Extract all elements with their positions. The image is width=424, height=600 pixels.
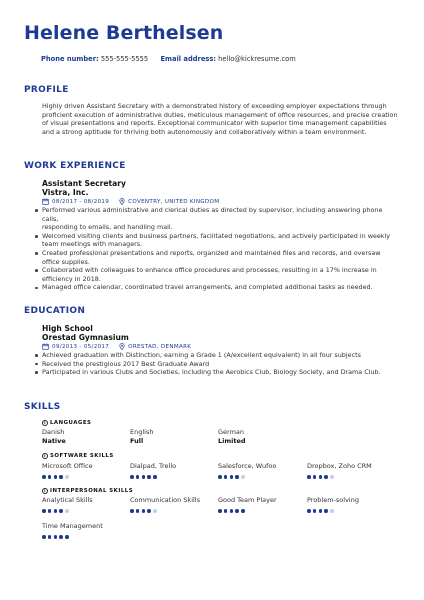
education-location: ORESTAD, DENMARK [128,343,192,350]
list-item: Received the prestigious 2017 Best Graduate Award [32,360,392,369]
rating-dot-filled [130,475,134,479]
rating-dot-filled [313,475,317,479]
rating-dot-filled [48,535,52,539]
profile-line: and a strong aptitude for thriving both autonomously and collaboratively within a team environment. [42,128,367,137]
work-bullets [32,206,392,292]
candidate-name: Helene Berthelsen [24,22,224,44]
rating-dot-filled [130,509,134,513]
list-item: Collaborated with colleagues to enhance office procedures and processes, resulting in a 17% increase in efficiency in 2018. [32,266,392,283]
rating-dot-filled [54,509,58,513]
language-name: German [218,428,245,436]
rating-dot-filled [65,535,69,539]
rating-dot-filled [307,509,311,513]
rating-dot-filled [48,509,52,513]
rating-dot-filled [136,509,140,513]
software-label: SOFTWARE SKILLS [50,453,114,459]
degree-title: High School [42,324,93,333]
rating-dot-filled [42,535,46,539]
interpersonal-skill-name: Communication Skills [130,496,200,504]
info-icon: i [42,488,48,494]
email-value: hello@kickresume.com [218,55,296,63]
list-item: Managed office calendar, coordinated travel arrangements, and completed additional tasks as needed. [32,283,392,292]
rating-dot-filled [42,475,46,479]
phone-value: 555-555-5555 [100,55,149,63]
language-name: English [130,428,154,436]
calendar-icon [42,198,49,205]
work-location: COVENTRY, UNITED KINGDOM [128,198,220,205]
rating-dot-filled [218,475,222,479]
education-heading: EDUCATION [24,306,86,316]
rating-dot-empty [330,475,334,479]
employer-name: Vistra, Inc. [42,188,89,197]
rating-dot-filled [224,475,228,479]
info-icon: i [42,420,48,426]
phone-label: Phone number: [41,55,99,63]
rating-dot-filled [230,475,234,479]
rating-dot-filled [324,509,328,513]
location-pin-icon [119,198,125,205]
rating-dot-filled [230,509,234,513]
rating-dot-filled [218,509,222,513]
rating-dot-filled [54,535,58,539]
language-level: Native [42,437,66,445]
rating-dot-filled [153,475,157,479]
work-meta [42,198,219,205]
rating-dot-filled [324,475,328,479]
interpersonal-label: INTERPERSONAL SKILLS [50,488,134,494]
rating-dot-filled [307,475,311,479]
job-title: Assistant Secretary [42,179,126,188]
education-bullets [32,351,392,377]
profile-line: proficient execution of administrative duties, meticulous management of office resources, and precise creation [42,110,398,119]
rating-dot-filled [59,535,63,539]
list-item: Created professional presentations and reports, organized and maintained files and records, and oversaw office supplies. [32,249,392,266]
location-pin-icon [119,343,125,350]
contact-line [41,55,296,63]
rating-dot-empty [65,509,69,513]
rating-dots [307,475,334,479]
skills-heading: SKILLS [24,402,61,412]
rating-dots [307,509,334,513]
rating-dot-empty [330,509,334,513]
work-heading: WORK EXPERIENCE [24,161,126,171]
software-category [42,453,114,459]
interpersonal-skill-name: Problem-solving [307,496,359,504]
interpersonal-skill-name: Good Team Player [218,496,277,504]
rating-dot-filled [142,475,146,479]
rating-dot-empty [153,509,157,513]
calendar-icon [42,343,49,350]
rating-dot-filled [48,475,52,479]
rating-dot-filled [54,475,58,479]
email-label: Email address: [160,55,216,63]
languages-label: LANGUAGES [50,420,92,426]
rating-dots [130,475,157,479]
interpersonal-skill-name: Time Management [42,522,103,530]
education-meta [42,343,191,350]
list-item: Welcomed visiting clients and business partners, facilitated negotiations, and actively participated in weekly team meetings with managers. [32,232,392,249]
rating-dots [218,509,245,513]
rating-dot-filled [235,509,239,513]
rating-dots [42,535,69,539]
language-level: Limited [218,437,246,445]
rating-dot-filled [42,509,46,513]
profile-line: Highly driven Assistant Secretary with a demonstrated history of exceeding employer expectations through [42,102,387,110]
list-item: Achieved graduation with Distinction, earning a Grade 1 (A/excellent equivalent) in all four subjects [32,351,392,360]
list-item: Participated in various Clubs and Societies, including the Aerobics Club, Biology Society, and Drama Club. [32,368,392,377]
language-name: Danish [42,428,65,436]
rating-dot-filled [147,475,151,479]
rating-dot-filled [147,509,151,513]
software-skill-name: Salesforce, Wufoo [218,462,277,470]
software-skill-name: Dropbox, Zoho CRM [307,462,372,470]
languages-category [42,420,91,426]
rating-dots [42,475,69,479]
rating-dot-empty [65,475,69,479]
rating-dot-filled [235,475,239,479]
interpersonal-category [42,488,133,494]
rating-dot-filled [136,475,140,479]
language-level: Full [130,437,144,445]
profile-heading: PROFILE [24,85,69,95]
profile-line: of visual presentations and reports. Exceptional communicator with superior time management capabilities [42,119,387,128]
rating-dot-filled [142,509,146,513]
software-skill-name: Microsoft Office [42,462,93,470]
rating-dot-filled [224,509,228,513]
list-item: Performed various administrative and clerical duties as directed by supervisor, including answering phone calls, responding to emails, and handling mail. [32,206,392,232]
rating-dot-filled [59,509,63,513]
rating-dot-empty [241,475,245,479]
software-skill-name: Dialpad, Trello [130,462,177,470]
rating-dots [218,475,245,479]
rating-dots [130,509,157,513]
rating-dot-filled [313,509,317,513]
school-name: Orestad Gymnasium [42,333,129,342]
education-dates: 09/2013 - 05/2017 [52,343,110,350]
rating-dot-filled [241,509,245,513]
work-dates: 08/2017 - 08/2019 [52,198,110,205]
profile-summary [42,102,402,137]
rating-dot-filled [319,475,323,479]
rating-dot-filled [59,475,63,479]
interpersonal-skill-name: Analytical Skills [42,496,93,504]
rating-dot-filled [319,509,323,513]
rating-dots [42,509,69,513]
info-icon: i [42,453,48,459]
